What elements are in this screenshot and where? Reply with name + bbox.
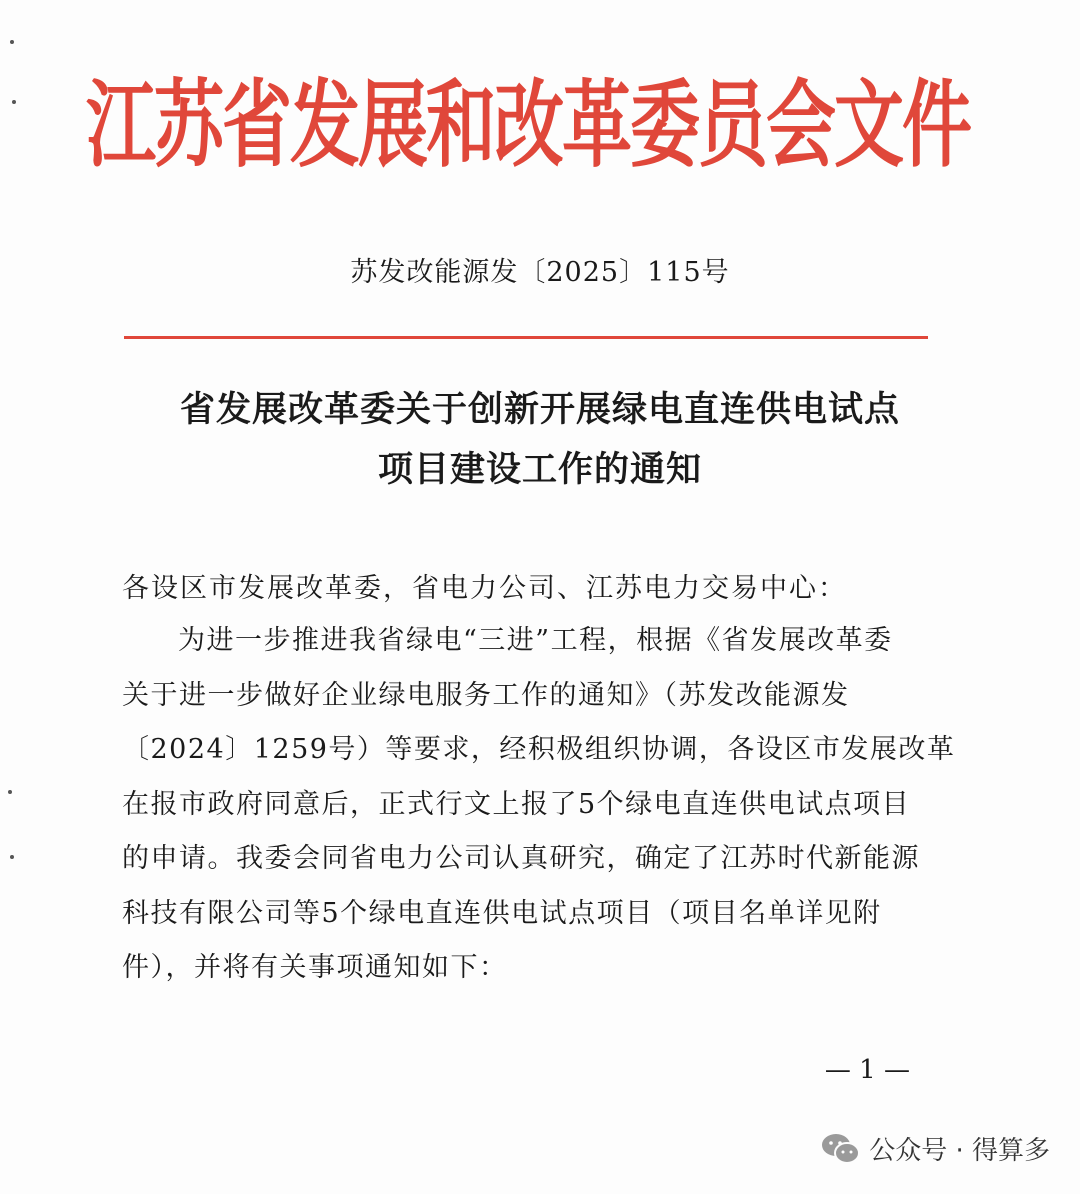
body-line: 的申请。我委会同省电力公司认真研究，确定了江苏时代新能源 [122,843,920,874]
scan-speck [8,790,12,794]
notice-title [100,380,980,500]
notice-title-line-2: 项目建设工作的通知 [377,450,702,490]
body-line: 为进一步推进我省绿电“三进”工程，根据《省发展改革委 [178,625,893,656]
wechat-icon [821,1132,861,1166]
watermark-text: 公众号 · 得算多 [869,1136,1050,1166]
wechat-watermark [821,1130,1050,1167]
body-line: 件），并将有关事项通知如下： [122,952,508,983]
salutation: 各设区市发展改革委，省电力公司、江苏电力交易中心： [122,573,847,604]
document-number: 苏发改能源发〔2025〕115号 [350,257,730,288]
issuing-org-header: 江苏省发展和改革委员会文件 [86,69,970,180]
body-line: 关于进一步做好企业绿电服务工作的通知》（苏发改能源发 [122,679,850,711]
notice-title-line-1: 省发展改革委关于创新开展绿电直连供电试点 [179,390,900,430]
body-line: 〔2024〕1259号）等要求，经积极组织协调，各设区市发展改革 [122,734,956,765]
body-line: 在报市政府同意后，正式行文上报了5个绿电直连供电试点项目 [122,788,911,820]
red-separator-line [124,336,928,339]
scan-speck [10,40,14,44]
body-line: 科技有限公司等5个绿电直连供电试点项目（项目名单详见附 [122,897,882,929]
scan-speck [12,100,16,104]
scan-speck [10,855,14,859]
body-paragraph [122,614,956,996]
page-number: — 1 — [824,1055,910,1085]
